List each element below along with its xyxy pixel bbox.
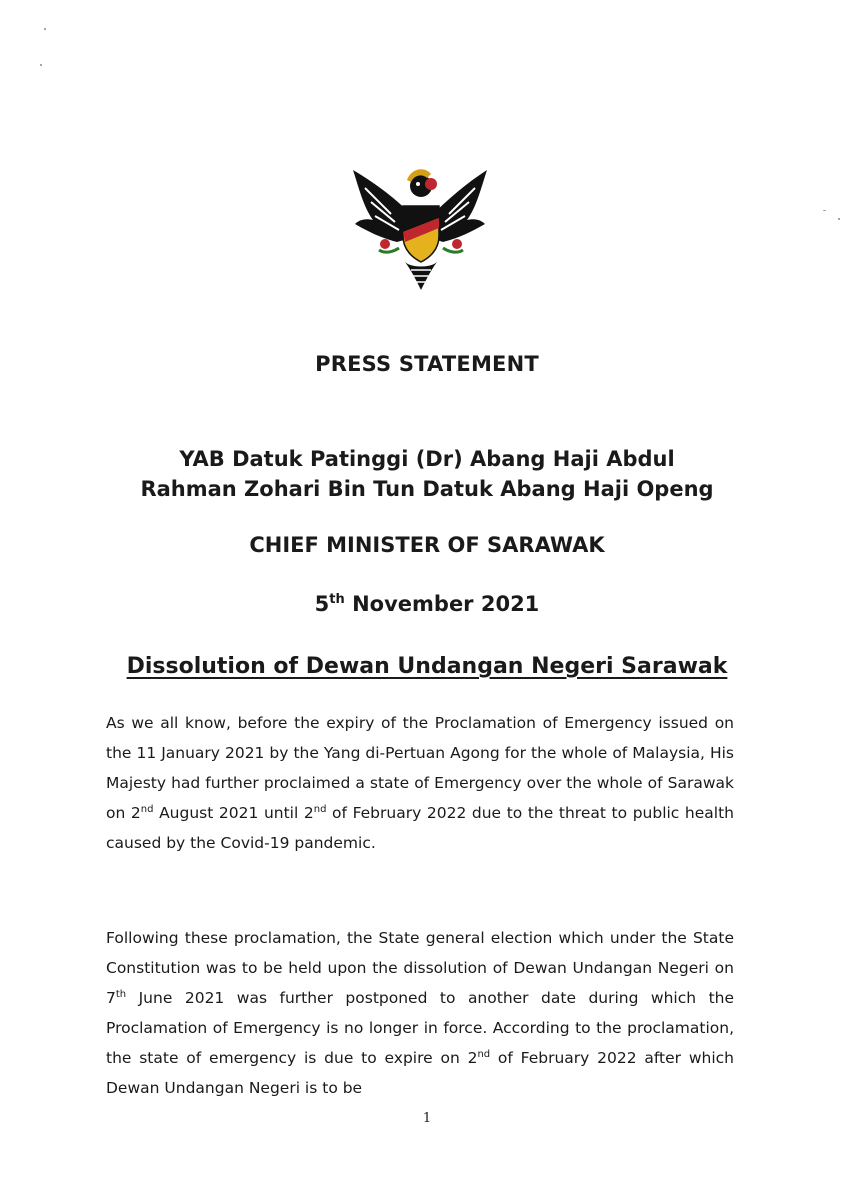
scan-speck — [838, 218, 840, 220]
paragraph-text: of February 2022 due to the threat to public health caused by the Covid-19 pandemic. — [106, 804, 734, 852]
paragraph-text: Following these proclamation, the State general election which under the State Constitution was to be held upon the dissolution of Dewan Undangan Negeri on 7 — [106, 929, 734, 1007]
ordinal-suffix: th — [115, 988, 127, 1000]
date-suffix: th — [329, 592, 345, 607]
minister-name-line2: Rahman Zohari Bin Tun Datuk Abang Haji Openg — [140, 477, 714, 501]
statement-date — [0, 592, 854, 616]
minister-name-line1: YAB Datuk Patinggi (Dr) Abang Haji Abdul — [179, 447, 675, 471]
body-paragraph-1 — [106, 708, 734, 858]
paragraph-text: June 2021 was further postponed to another date during which the Proclamation of Emergency is no longer in force. According to the proclamation, the state of emergency is due to expire on 2 — [106, 989, 734, 1067]
sarawak-coat-of-arms-icon — [345, 158, 495, 298]
subject-heading — [0, 654, 854, 679]
scan-speck — [823, 210, 826, 211]
scan-speck — [40, 64, 42, 66]
paragraph-text: August 2021 until 2 — [153, 804, 314, 822]
ordinal-suffix: nd — [140, 803, 154, 815]
scan-speck — [44, 28, 46, 30]
press-statement-heading: PRESS STATEMENT — [315, 352, 539, 376]
subject-text: Dissolution of Dewan Undangan Negeri Sarawak — [126, 654, 728, 679]
minister-name — [0, 444, 854, 504]
minister-position: CHIEF MINISTER OF SARAWAK — [249, 533, 605, 557]
page-number: 1 — [422, 1111, 432, 1126]
paragraph-text: of February 2022 after which Dewan Undangan Negeri is to be — [106, 1049, 734, 1097]
date-day: 5 — [314, 592, 330, 616]
ordinal-suffix: nd — [313, 803, 327, 815]
body-paragraph-2 — [106, 923, 734, 1103]
date-month-year: November 2021 — [344, 592, 540, 616]
ordinal-suffix: nd — [477, 1048, 491, 1060]
paragraph-text: As we all know, before the expiry of the Proclamation of Emergency issued on the 11 January 2021 by the Yang di-Pertuan Agong for the whole of Malaysia, His Majesty had further proclaimed a state of Emergency over the whole of Sarawak on 2 — [106, 714, 734, 822]
